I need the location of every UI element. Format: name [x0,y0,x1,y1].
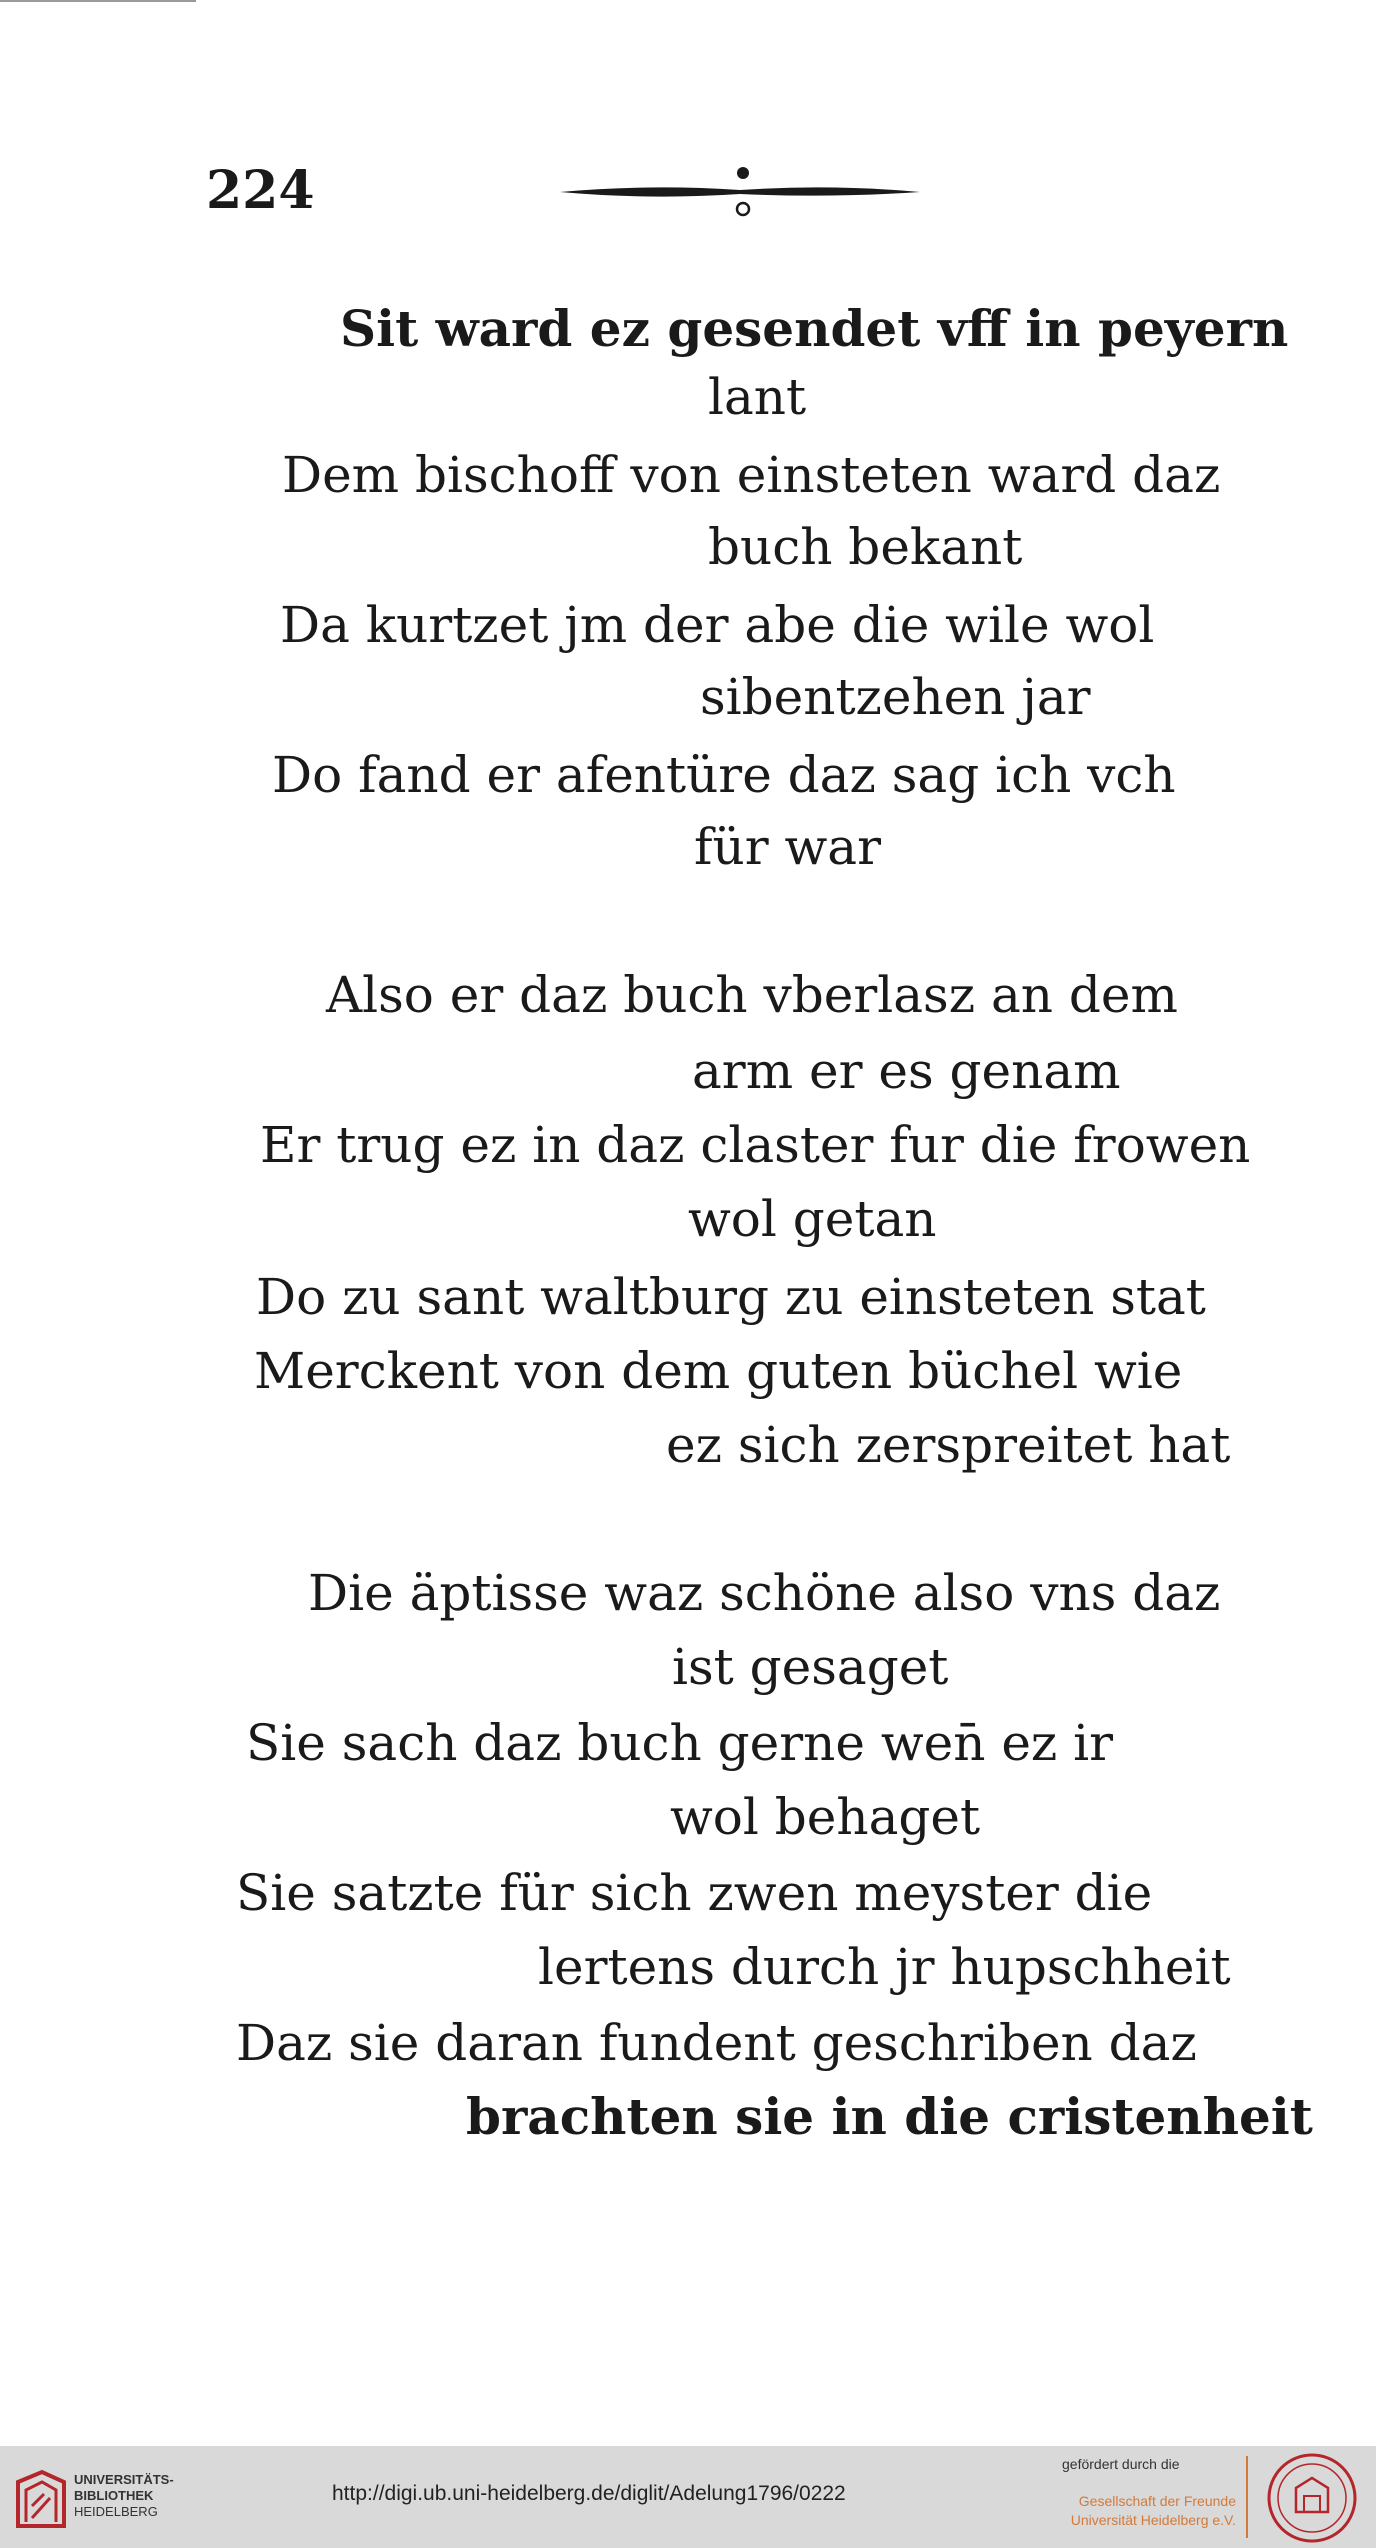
footer-bar [0,2446,1376,2548]
verse-line: wol getan [688,1190,937,1248]
verse-line: Do zu sant waltburg zu einsteten stat [256,1268,1206,1326]
verse-line: ist gesaget [672,1638,949,1696]
verse-line: lertens durch jr hupschheit [538,1938,1231,1996]
verse-line: lant [708,368,807,426]
verse-line: wol behaget [670,1788,981,1846]
sponsor-divider [1246,2456,1248,2538]
verse-line: Sie sach daz buch gerne wen̄ ez ir [246,1714,1114,1772]
verse-line: Die äptisse waz schöne also vns daz [308,1564,1221,1622]
permalink-url[interactable]: http://digi.ub.uni-heidelberg.de/diglit/Adelung1796/0222 [332,2482,846,2505]
verse-line: Da kurtzet jm der abe die wile wol [280,596,1155,654]
ornament-rule [560,162,920,222]
verse-line: arm er es genam [692,1042,1121,1100]
library-logo[interactable] [14,2468,194,2532]
verse-line: sibentzehen jar [700,668,1091,726]
page-number: 224 [206,160,315,221]
verse-line: Sie satzte für sich zwen meyster die [236,1864,1153,1922]
verse-line: buch bekant [708,518,1023,576]
verse-line: Merckent von dem guten büchel wie [254,1342,1183,1400]
verse-line: ez sich zerspreitet hat [666,1416,1231,1474]
verse-line: brachten sie in die cristenheit [466,2087,1313,2146]
top-rule [0,0,196,2]
library-name: UNIVERSITÄTS- BIBLIOTHEK HEIDELBERG [74,2472,174,2519]
sponsor-note: gefördert durch die [1062,2456,1180,2472]
verse-line: Also er daz buch vberlasz an dem [326,966,1178,1024]
verse-line: für war [694,818,882,876]
library-logo-icon [14,2468,68,2530]
verse-line: Do fand er afentüre daz sag ich vch [272,746,1176,804]
verse-line: Sit ward ez gesendet vff in peyern [340,299,1289,358]
verse-line: Dem bischoff von einsteten ward daz [282,446,1221,504]
university-seal-icon [1266,2452,1358,2544]
verse-line: Daz sie daran fundent geschriben daz [236,2014,1197,2072]
sponsor-name[interactable]: Gesellschaft der Freunde Universität Heidelberg e.V. [1070,2493,1236,2528]
verse-line: Er trug ez in daz claster fur die frowen [260,1116,1251,1174]
